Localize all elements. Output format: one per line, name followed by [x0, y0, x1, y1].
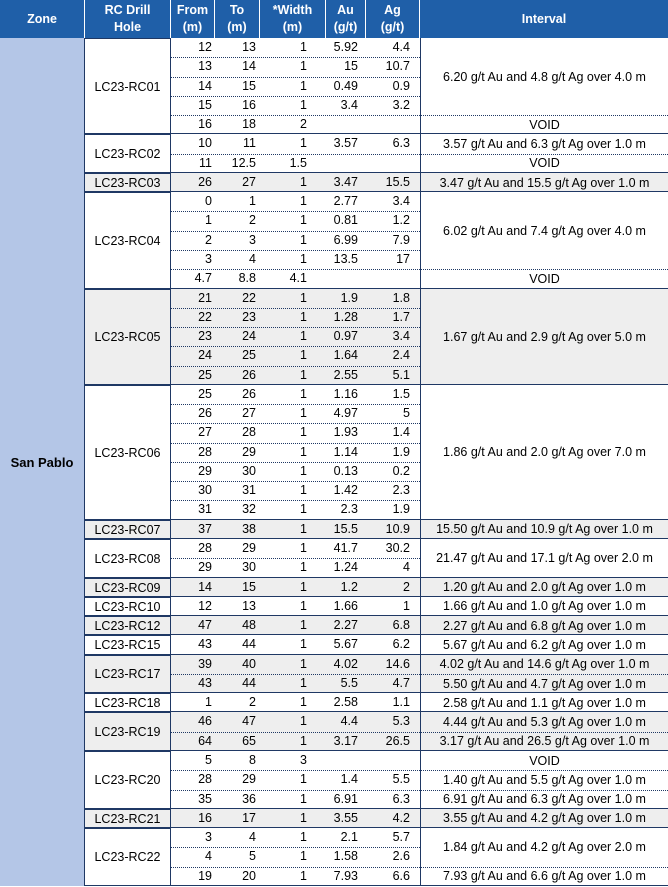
from-value: 30 — [198, 483, 212, 498]
au-value: 2.27 — [333, 618, 358, 633]
to-value: 12.5 — [231, 155, 256, 170]
ag-value: 6.2 — [392, 637, 410, 652]
drill-hole-name: LC23-RC05 — [85, 289, 171, 385]
to-value: 13 — [242, 40, 256, 54]
from-value: 28 — [198, 772, 212, 787]
from-value: 46 — [198, 714, 212, 729]
from-value: 26 — [198, 174, 212, 189]
interval-summary: 6.02 g/t Au and 7.4 g/t Ag over 4.0 m — [420, 192, 668, 269]
au-value: 3.55 — [333, 810, 358, 825]
au-value: 1.93 — [333, 425, 358, 440]
interval-summary: 7.93 g/t Au and 6.6 g/t Ag over 1.0 m — [420, 867, 668, 886]
to-value: 14 — [242, 59, 256, 74]
from-value: 14 — [198, 78, 212, 93]
au-value — [326, 752, 358, 771]
ag-value: 2.6 — [392, 849, 410, 864]
width-value: 1 — [300, 675, 307, 690]
width-value: 1 — [300, 733, 307, 748]
to-value: 44 — [242, 637, 256, 652]
interval-summary: 1.86 g/t Au and 2.0 g/t Ag over 7.0 m — [420, 385, 668, 520]
to-value: 29 — [242, 444, 256, 459]
header-au: Au (g/t) — [326, 0, 366, 38]
void-label: VOID — [420, 269, 668, 288]
ag-value: 10.7 — [385, 59, 410, 74]
to-value: 4 — [249, 830, 256, 845]
ag-value: 2.4 — [392, 348, 410, 363]
width-value: 1 — [300, 309, 307, 324]
to-value: 26 — [242, 386, 256, 401]
width-value: 1 — [300, 618, 307, 633]
ag-value — [366, 752, 410, 771]
au-value: 2.1 — [340, 830, 358, 845]
drill-hole-name: LC23-RC01 — [85, 38, 171, 134]
interval-summary: 6.20 g/t Au and 4.8 g/t Ag over 4.0 m — [420, 38, 668, 115]
interval-summary: 6.91 g/t Au and 6.3 g/t Ag over 1.0 m — [420, 790, 668, 809]
drill-hole-name: LC23-RC15 — [85, 635, 171, 654]
width-value: 1 — [300, 560, 307, 575]
from-value: 3 — [205, 251, 212, 266]
width-value: 1 — [300, 656, 307, 671]
interval-summary: 1.84 g/t Au and 4.2 g/t Ag over 2.0 m — [420, 828, 668, 867]
from-value: 28 — [198, 541, 212, 556]
from-value: 3 — [205, 830, 212, 845]
to-value: 4 — [249, 251, 256, 266]
interval-summary: 2.27 g/t Au and 6.8 g/t Ag over 1.0 m — [420, 616, 668, 635]
to-value: 8.8 — [238, 271, 256, 286]
ag-value: 2 — [403, 579, 410, 594]
from-value: 1 — [205, 695, 212, 710]
header-interval: Interval — [420, 0, 668, 38]
au-value: 4.97 — [333, 406, 358, 421]
drill-hole-name: LC23-RC22 — [85, 828, 171, 886]
au-value: 3.47 — [333, 174, 358, 189]
drill-hole-name: LC23-RC17 — [85, 655, 171, 694]
from-value: 43 — [198, 675, 212, 690]
ag-value: 6.3 — [392, 791, 410, 806]
width-value: 1 — [300, 637, 307, 652]
interval-summary: 15.50 g/t Au and 10.9 g/t Ag over 1.0 m — [420, 520, 668, 539]
ag-value: 26.5 — [385, 733, 410, 748]
au-value: 4.02 — [333, 656, 358, 671]
from-value: 47 — [198, 618, 212, 633]
to-value: 48 — [242, 618, 256, 633]
width-value: 1 — [300, 868, 307, 883]
width-value: 4.1 — [289, 271, 307, 286]
au-value: 15.5 — [333, 521, 358, 536]
from-value: 5 — [205, 752, 212, 767]
width-value: 1 — [300, 97, 307, 112]
au-value: 1.42 — [333, 483, 358, 498]
width-value: 1 — [300, 695, 307, 710]
width-value: 1 — [300, 194, 307, 209]
from-value: 43 — [198, 637, 212, 652]
au-value: 0.97 — [333, 329, 358, 344]
to-value: 44 — [242, 675, 256, 690]
interval-summary: 2.58 g/t Au and 1.1 g/t Ag over 1.0 m — [420, 693, 668, 712]
au-value: 2.77 — [333, 194, 358, 209]
interval-summary: 3.47 g/t Au and 15.5 g/t Ag over 1.0 m — [420, 173, 668, 192]
ag-value: 3.4 — [392, 194, 410, 209]
ag-value: 4.4 — [392, 40, 410, 54]
width-value: 2 — [300, 117, 307, 132]
from-value: 31 — [198, 502, 212, 517]
width-value: 1 — [300, 425, 307, 440]
drill-hole-name: LC23-RC20 — [85, 751, 171, 809]
from-value: 22 — [198, 309, 212, 324]
au-value: 6.91 — [333, 791, 358, 806]
au-value: 1.64 — [333, 348, 358, 363]
au-value: 3.4 — [340, 97, 358, 112]
to-value: 15 — [242, 78, 256, 93]
ag-value: 5.5 — [392, 772, 410, 787]
to-value: 24 — [242, 329, 256, 344]
width-value: 1 — [300, 78, 307, 93]
void-label: VOID — [420, 154, 668, 173]
from-value: 4.7 — [194, 271, 212, 286]
to-value: 27 — [242, 174, 256, 189]
au-value: 41.7 — [333, 541, 358, 556]
interval-summary: 21.47 g/t Au and 17.1 g/t Ag over 2.0 m — [420, 539, 668, 578]
drill-hole-name: LC23-RC10 — [85, 597, 171, 616]
au-value: 3.57 — [333, 136, 358, 151]
from-value: 15 — [198, 97, 212, 112]
ag-value: 17 — [396, 251, 410, 266]
interval-summary: 5.50 g/t Au and 4.7 g/t Ag over 1.0 m — [420, 674, 668, 693]
from-value: 12 — [198, 598, 212, 613]
to-value: 32 — [242, 502, 256, 517]
header-to: To (m) — [215, 0, 260, 38]
interval-summary: 3.55 g/t Au and 4.2 g/t Ag over 1.0 m — [420, 809, 668, 828]
ag-value: 14.6 — [385, 656, 410, 671]
drill-hole-name: LC23-RC19 — [85, 712, 171, 751]
width-value: 1 — [300, 213, 307, 228]
au-value: 1.9 — [340, 290, 358, 305]
from-value: 13 — [198, 59, 212, 74]
to-value: 22 — [242, 290, 256, 305]
ag-value: 1.5 — [392, 386, 410, 401]
void-label: VOID — [420, 115, 668, 134]
header-width: *Width (m) — [260, 0, 326, 38]
interval-summary: 1.67 g/t Au and 2.9 g/t Ag over 5.0 m — [420, 289, 668, 385]
drill-hole-name: LC23-RC04 — [85, 192, 171, 288]
from-value: 23 — [198, 329, 212, 344]
to-value: 40 — [242, 656, 256, 671]
to-value: 30 — [242, 463, 256, 478]
au-value: 0.81 — [333, 213, 358, 228]
header-from: From (m) — [171, 0, 215, 38]
ag-value: 6.8 — [392, 618, 410, 633]
ag-value: 1.9 — [392, 444, 410, 459]
header-ag: Ag (g/t) — [366, 0, 420, 38]
width-value: 1 — [300, 502, 307, 517]
ag-value: 4.7 — [392, 675, 410, 690]
to-value: 16 — [242, 97, 256, 112]
au-value: 3.17 — [333, 733, 358, 748]
interval-summary: 4.02 g/t Au and 14.6 g/t Ag over 1.0 m — [420, 655, 668, 674]
width-value: 1 — [300, 521, 307, 536]
interval-summary: 1.66 g/t Au and 1.0 g/t Ag over 1.0 m — [420, 597, 668, 616]
au-value: 1.24 — [333, 560, 358, 575]
au-value: 1.58 — [333, 849, 358, 864]
drill-hole-name: LC23-RC12 — [85, 616, 171, 635]
width-value: 1 — [300, 483, 307, 498]
from-value: 25 — [198, 386, 212, 401]
from-value: 0 — [205, 194, 212, 209]
au-value: 2.3 — [340, 502, 358, 517]
from-value: 26 — [198, 406, 212, 421]
to-value: 28 — [242, 425, 256, 440]
width-value: 1 — [300, 598, 307, 613]
to-value: 8 — [249, 752, 256, 767]
from-value: 64 — [198, 733, 212, 748]
width-value: 1 — [300, 714, 307, 729]
ag-value: 6.3 — [392, 136, 410, 151]
to-value: 11 — [243, 136, 256, 151]
width-value: 1 — [300, 136, 307, 151]
au-value: 1.4 — [340, 772, 358, 787]
ag-value: 4 — [403, 560, 410, 575]
au-value: 4.4 — [340, 714, 358, 729]
to-value: 25 — [242, 348, 256, 363]
to-value: 27 — [242, 406, 256, 421]
width-value: 1 — [300, 579, 307, 594]
ag-value: 0.9 — [392, 78, 410, 93]
drill-hole-name: LC23-RC08 — [85, 539, 171, 578]
ag-value: 2.3 — [392, 483, 410, 498]
au-value: 0.13 — [333, 463, 358, 478]
from-value: 28 — [198, 444, 212, 459]
to-value: 15 — [242, 579, 256, 594]
zone-cell: San Pablo — [0, 38, 85, 886]
width-value: 1 — [300, 444, 307, 459]
width-value: 1 — [300, 772, 307, 787]
from-value: 16 — [198, 810, 212, 825]
au-value: 6.99 — [333, 232, 358, 247]
ag-value: 15.5 — [385, 174, 410, 189]
from-value: 2 — [205, 232, 212, 247]
width-value: 1 — [300, 232, 307, 247]
au-value: 7.93 — [333, 868, 358, 883]
au-value: 1.14 — [333, 444, 358, 459]
width-value: 1 — [300, 348, 307, 363]
to-value: 17 — [242, 810, 256, 825]
au-value: 1.2 — [340, 579, 358, 594]
ag-value: 10.9 — [385, 521, 410, 536]
to-value: 65 — [242, 733, 256, 748]
from-value: 24 — [198, 348, 212, 363]
ag-value: 1.8 — [392, 290, 410, 305]
width-value: 1 — [300, 59, 307, 74]
width-value: 1 — [300, 830, 307, 845]
ag-value: 0.2 — [392, 463, 410, 478]
au-value: 2.58 — [333, 695, 358, 710]
ag-value: 4.2 — [392, 810, 410, 825]
ag-value: 5.3 — [392, 714, 410, 729]
from-value: 27 — [198, 425, 212, 440]
ag-value: 1.4 — [392, 425, 410, 440]
from-value: 12 — [198, 40, 212, 54]
width-value: 1 — [300, 367, 307, 382]
to-value: 1 — [249, 194, 256, 209]
au-value: 2.55 — [333, 367, 358, 382]
drill-hole-name: LC23-RC02 — [85, 134, 171, 173]
header-hole: RC Drill Hole — [85, 0, 171, 38]
width-value: 1.5 — [289, 155, 307, 170]
ag-value: 5.7 — [392, 830, 410, 845]
width-value: 1 — [300, 40, 307, 54]
drill-hole-name: LC23-RC06 — [85, 385, 171, 520]
drill-hole-name: LC23-RC03 — [85, 173, 171, 192]
from-value: 39 — [198, 656, 212, 671]
from-value: 29 — [198, 560, 212, 575]
from-value: 4 — [205, 849, 212, 864]
to-value: 5 — [249, 849, 256, 864]
from-value: 1 — [205, 213, 212, 228]
width-value: 1 — [300, 810, 307, 825]
drill-hole-name: LC23-RC18 — [85, 693, 171, 712]
ag-value: 7.9 — [392, 232, 410, 247]
interval-summary: 4.44 g/t Au and 5.3 g/t Ag over 1.0 m — [420, 712, 668, 731]
to-value: 47 — [242, 714, 256, 729]
ag-value: 1.9 — [392, 502, 410, 517]
from-value: 37 — [198, 521, 212, 536]
void-label: VOID — [420, 751, 668, 770]
interval-summary: 5.67 g/t Au and 6.2 g/t Ag over 1.0 m — [420, 635, 668, 654]
width-value: 1 — [300, 463, 307, 478]
ag-value: 1 — [403, 598, 410, 613]
au-value: 15 — [344, 59, 358, 74]
from-value: 10 — [198, 136, 212, 151]
to-value: 3 — [249, 232, 256, 247]
to-value: 36 — [242, 791, 256, 806]
ag-value: 5.1 — [392, 367, 410, 382]
interval-summary: 3.17 g/t Au and 26.5 g/t Ag over 1.0 m — [420, 732, 668, 751]
au-value: 1.16 — [333, 386, 358, 401]
ag-value: 3.2 — [392, 97, 410, 112]
ag-value: 3.4 — [392, 329, 410, 344]
to-value: 2 — [249, 695, 256, 710]
width-value: 1 — [300, 290, 307, 305]
header-zone: Zone — [0, 0, 85, 38]
width-value: 1 — [300, 386, 307, 401]
au-value: 1.66 — [333, 598, 358, 613]
from-value: 14 — [198, 579, 212, 594]
to-value: 18 — [242, 117, 256, 132]
au-value: 0.49 — [333, 78, 358, 93]
to-value: 30 — [242, 560, 256, 575]
ag-value: 5 — [403, 406, 410, 421]
width-value: 1 — [300, 251, 307, 266]
interval-summary: 3.57 g/t Au and 6.3 g/t Ag over 1.0 m — [420, 134, 668, 153]
to-value: 2 — [249, 213, 256, 228]
to-value: 23 — [242, 309, 256, 324]
from-value: 19 — [198, 868, 212, 883]
width-value: 1 — [300, 541, 307, 556]
interval-summary: 1.20 g/t Au and 2.0 g/t Ag over 1.0 m — [420, 578, 668, 597]
ag-value: 6.6 — [392, 868, 410, 883]
width-value: 1 — [300, 791, 307, 806]
to-value: 26 — [242, 367, 256, 382]
drill-hole-name: LC23-RC21 — [85, 809, 171, 828]
from-value: 29 — [198, 463, 212, 478]
au-value: 1.28 — [333, 309, 358, 324]
from-value: 21 — [198, 290, 212, 305]
au-value: 5.67 — [333, 637, 358, 652]
interval-summary: 1.40 g/t Au and 5.5 g/t Ag over 1.0 m — [420, 770, 668, 789]
width-value: 1 — [300, 849, 307, 864]
from-value: 16 — [198, 117, 212, 132]
au-value: 5.92 — [333, 40, 358, 54]
from-value: 25 — [198, 367, 212, 382]
au-value: 13.5 — [333, 251, 358, 266]
width-value: 1 — [300, 329, 307, 344]
ag-value: 1.7 — [392, 309, 410, 324]
width-value: 1 — [300, 174, 307, 189]
from-value: 11 — [199, 155, 212, 170]
ag-value: 1.1 — [392, 695, 410, 710]
ag-value: 30.2 — [385, 541, 410, 556]
to-value: 31 — [242, 483, 256, 498]
to-value: 29 — [242, 541, 256, 556]
width-value: 3 — [300, 752, 307, 767]
ag-value: 1.2 — [392, 213, 410, 228]
drill-hole-name: LC23-RC09 — [85, 578, 171, 597]
to-value: 13 — [242, 598, 256, 613]
drill-hole-name: LC23-RC07 — [85, 520, 171, 539]
au-value: 5.5 — [340, 675, 358, 690]
to-value: 20 — [242, 868, 256, 883]
from-value: 35 — [198, 791, 212, 806]
to-value: 29 — [242, 772, 256, 787]
width-value: 1 — [300, 406, 307, 421]
to-value: 38 — [242, 521, 256, 536]
